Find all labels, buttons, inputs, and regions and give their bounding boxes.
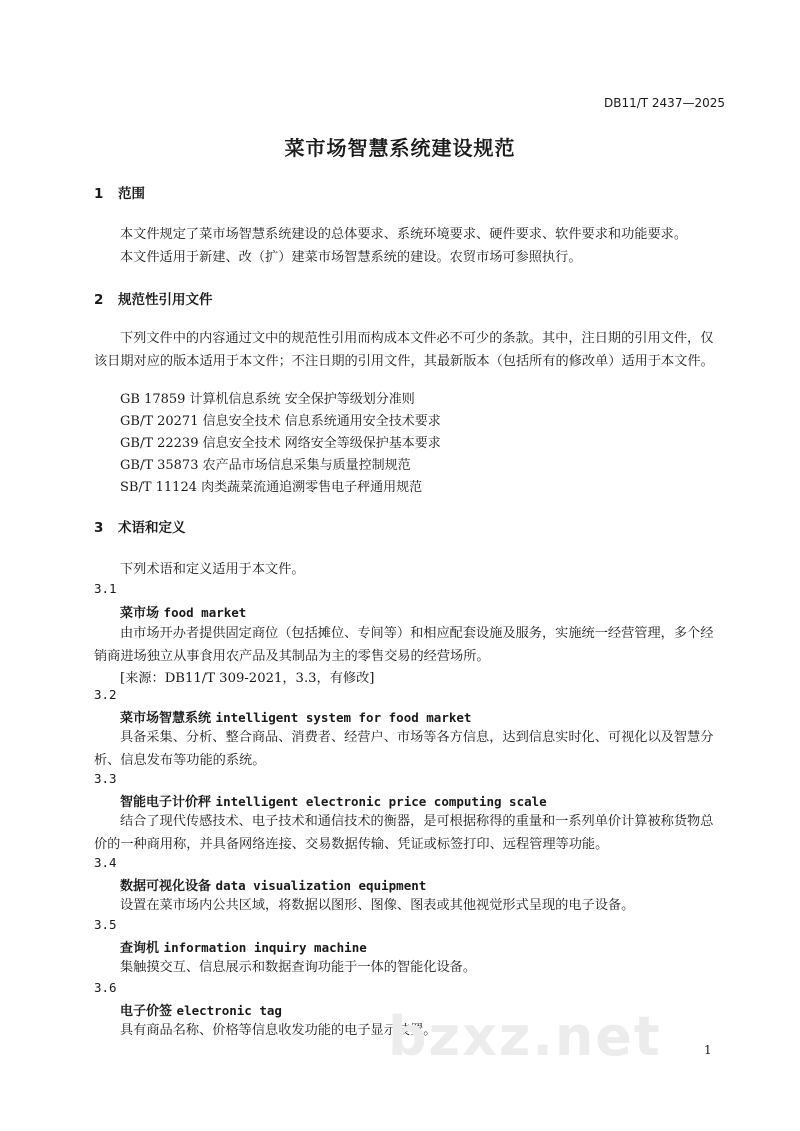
term-definition: 由市场开办者提供固定商位（包括摊位、专间等）和相应配套设施及服务，实施统一经营管理，多个经销商进场独立从事食用农产品及其制品为主的零售交易的经营场所。 [94,626,714,664]
reference-item: SB/T 11124 肉类蔬菜流通追溯零售电子秤通用规范 [120,480,423,495]
term-name [120,937,367,956]
watermark: bzxz.net [388,1005,662,1068]
term-name [120,602,246,621]
terms-intro: 下列术语和定义适用于本文件。 [120,562,305,577]
term-definition: 集触摸交互、信息展示和数据查询功能于一体的智能化设备。 [120,960,477,975]
term-name [120,1000,282,1019]
term-definition: 结合了现代传感技术、电子技术和通信技术的衡器，是可根据称得的重量和一系列单价计算被称货物总价的一种商用称，并具备网络连接、交易数据传输、凭证或标签打印、远程管理等功能。 [94,814,714,852]
page-number: 1 [704,1043,712,1057]
scope-paragraph-2: 本文件适用于新建、改（扩）建菜市场智慧系统的建设。农贸市场可参照执行。 [120,250,582,265]
reference-item: GB/T 20271 信息安全技术 信息系统通用安全技术要求 [120,414,441,429]
term-name-cn: 数据可视化设备 [120,879,212,894]
term-name-cn: 菜市场 [120,606,160,621]
term-name [120,875,426,894]
term-name [120,791,547,810]
term-name-en: electronic tag [176,1003,282,1018]
term-number: 3.6 [94,980,117,995]
term-name-cn: 菜市场智慧系统 [120,711,212,726]
reference-item: GB/T 35873 农产品市场信息采集与质量控制规范 [120,458,411,473]
scope-paragraph-1: 本文件规定了菜市场智慧系统建设的总体要求、系统环境要求、硬件要求、软件要求和功能要求。 [120,227,688,242]
reference-item: GB 17859 计算机信息系统 安全保护等级划分准则 [120,392,415,407]
section-number: 3 [94,520,104,536]
section-heading-normative-references [94,288,213,308]
section-number: 1 [94,186,104,202]
term-number: 3.5 [94,917,117,932]
term-name-en: data visualization equipment [215,878,427,893]
term-number: 3.3 [94,771,117,786]
section-title: 范围 [118,186,145,202]
section-title: 规范性引用文件 [118,292,213,308]
term-definition: 设置在菜市场内公共区域，将数据以图形、图像、图表或其他视觉形式呈现的电子设备。 [120,898,635,913]
term-number: 3.1 [94,581,117,596]
term-name-en: intelligent electronic price computing scale [215,794,547,809]
document-title: 菜市场智慧系统建设规范 [284,136,516,160]
term-name-en: food market [163,605,247,620]
references-intro-paragraph: 下列文件中的内容通过文中的规范性引用而构成本文件必不可少的条款。其中，注日期的引用文件，仅该日期对应的版本适用于本文件；不注日期的引用文件，其最新版本（包括所有的修改单）适用于本文件。 [94,331,714,369]
term-number: 3.2 [94,687,117,702]
term-number: 3.4 [94,855,117,870]
term-definition: 具备采集、分析、整合商品、消费者、经营户、市场等各方信息，达到信息实时化、可视化以及智慧分析、信息发布等功能的系统。 [94,730,714,768]
term-name-cn: 查询机 [120,941,160,956]
section-title: 术语和定义 [118,520,186,536]
term-name-cn: 电子价签 [120,1004,173,1019]
term-name-cn: 智能电子计价秤 [120,795,212,810]
standard-code: DB11/T 2437—2025 [603,96,725,110]
section-heading-scope [94,182,145,202]
term-definition: 具有商品名称、价格等信息收发功能的电子显示装置。 [120,1023,437,1038]
reference-item: GB/T 22239 信息安全技术 网络安全等级保护基本要求 [120,436,441,451]
term-name-en: intelligent system for food market [215,710,472,725]
term-source-note: [来源：DB11/T 309-2021，3.3，有修改] [120,671,375,686]
section-heading-terms-definitions [94,516,186,536]
section-number: 2 [94,292,104,308]
term-name [120,707,471,726]
term-name-en: information inquiry machine [163,940,367,955]
